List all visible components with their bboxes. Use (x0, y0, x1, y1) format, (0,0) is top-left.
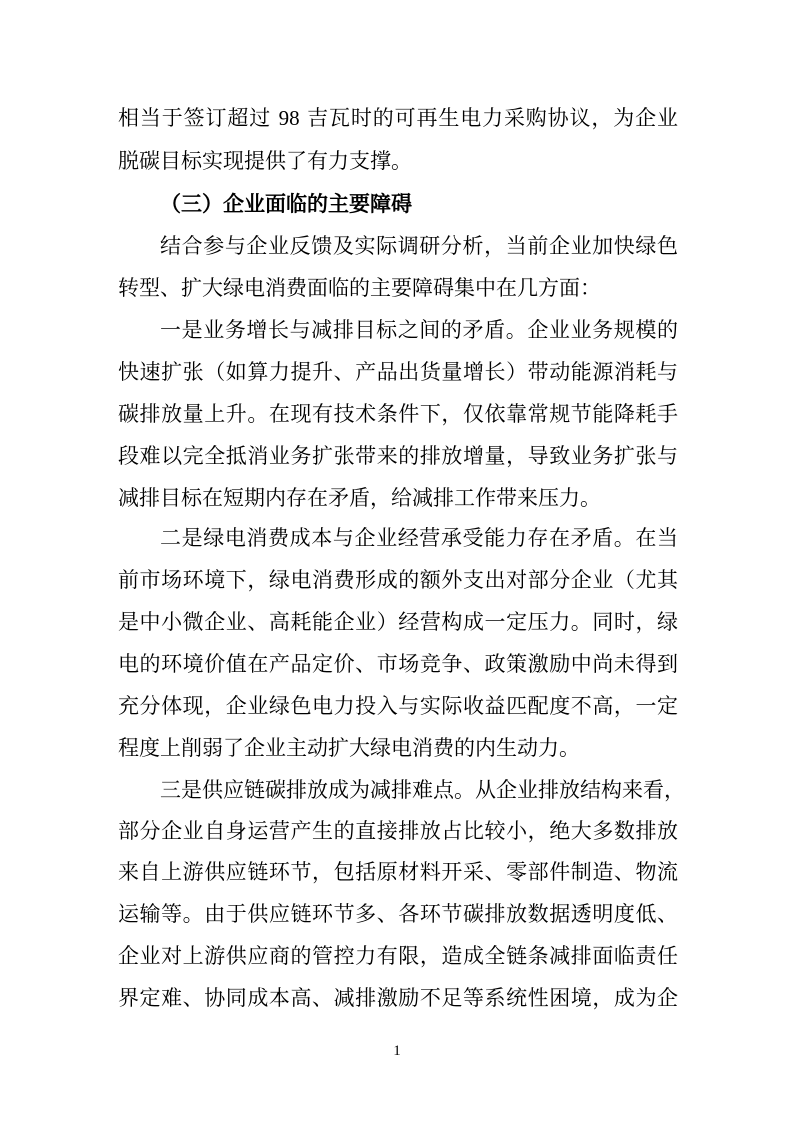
text-line: 充分体现，企业绿色电力投入与实际收益匹配度不高，一定 (118, 694, 678, 718)
section-heading: （三）企业面临的主要障碍 (160, 192, 412, 216)
text-line: 二是绿电消费成本与企业经营承受能力存在矛盾。在当 (160, 526, 678, 550)
text-line: 减排目标在短期内存在矛盾，给减排工作带来压力。 (118, 486, 601, 510)
text-line: 脱碳目标实现提供了有力支撑。 (118, 149, 412, 173)
text-line: 电的环境价值在产品定价、市场竞争、政策激励中尚未得到 (118, 652, 678, 676)
text-line: 企业对上游供应商的管控力有限，造成全链条减排面临责任 (118, 944, 678, 968)
text-line: 碳排放量上升。在现有技术条件下，仅依靠常规节能降耗手 (118, 402, 678, 426)
text-line: 快速扩张（如算力提升、产品出货量增长）带动能源消耗与 (118, 360, 678, 384)
text-line: 运输等。由于供应链环节多、各环节碳排放数据透明度低、 (118, 902, 678, 926)
text-line: 前市场环境下，绿电消费形成的额外支出对部分企业（尤其 (118, 568, 678, 592)
text-line: 程度上削弱了企业主动扩大绿电消费的内生动力。 (118, 736, 580, 760)
text-line: 转型、扩大绿电消费面临的主要障碍集中在几方面： (118, 276, 601, 300)
text-fragment: 相当于签订超过 (118, 106, 272, 130)
text-line: 界定难、协同成本高、减排激励不足等系统性困境，成为企 (118, 986, 678, 1010)
text-line (118, 103, 678, 133)
text-line: 部分企业自身运营产生的直接排放占比较小，绝大多数排放 (118, 819, 678, 843)
number-value: 98 (278, 106, 300, 130)
text-line: 结合参与企业反馈及实际调研分析，当前企业加快绿色 (160, 234, 678, 258)
text-line: 三是供应链碳排放成为减排难点。从企业排放结构来看， (160, 778, 685, 802)
text-line: 一是业务增长与减排目标之间的矛盾。企业业务规模的 (160, 318, 678, 342)
text-line: 段难以完全抵消业务扩张带来的排放增量，导致业务扩张与 (118, 444, 678, 468)
text-line: 是中小微企业、高耗能企业）经营构成一定压力。同时，绿 (118, 610, 678, 634)
text-line: 来自上游供应链环节，包括原材料开采、零部件制造、物流 (118, 860, 678, 884)
text-fragment: 吉瓦时的可再生电力采购协议，为企业 (307, 106, 678, 130)
page-number: 1 (393, 1043, 401, 1059)
